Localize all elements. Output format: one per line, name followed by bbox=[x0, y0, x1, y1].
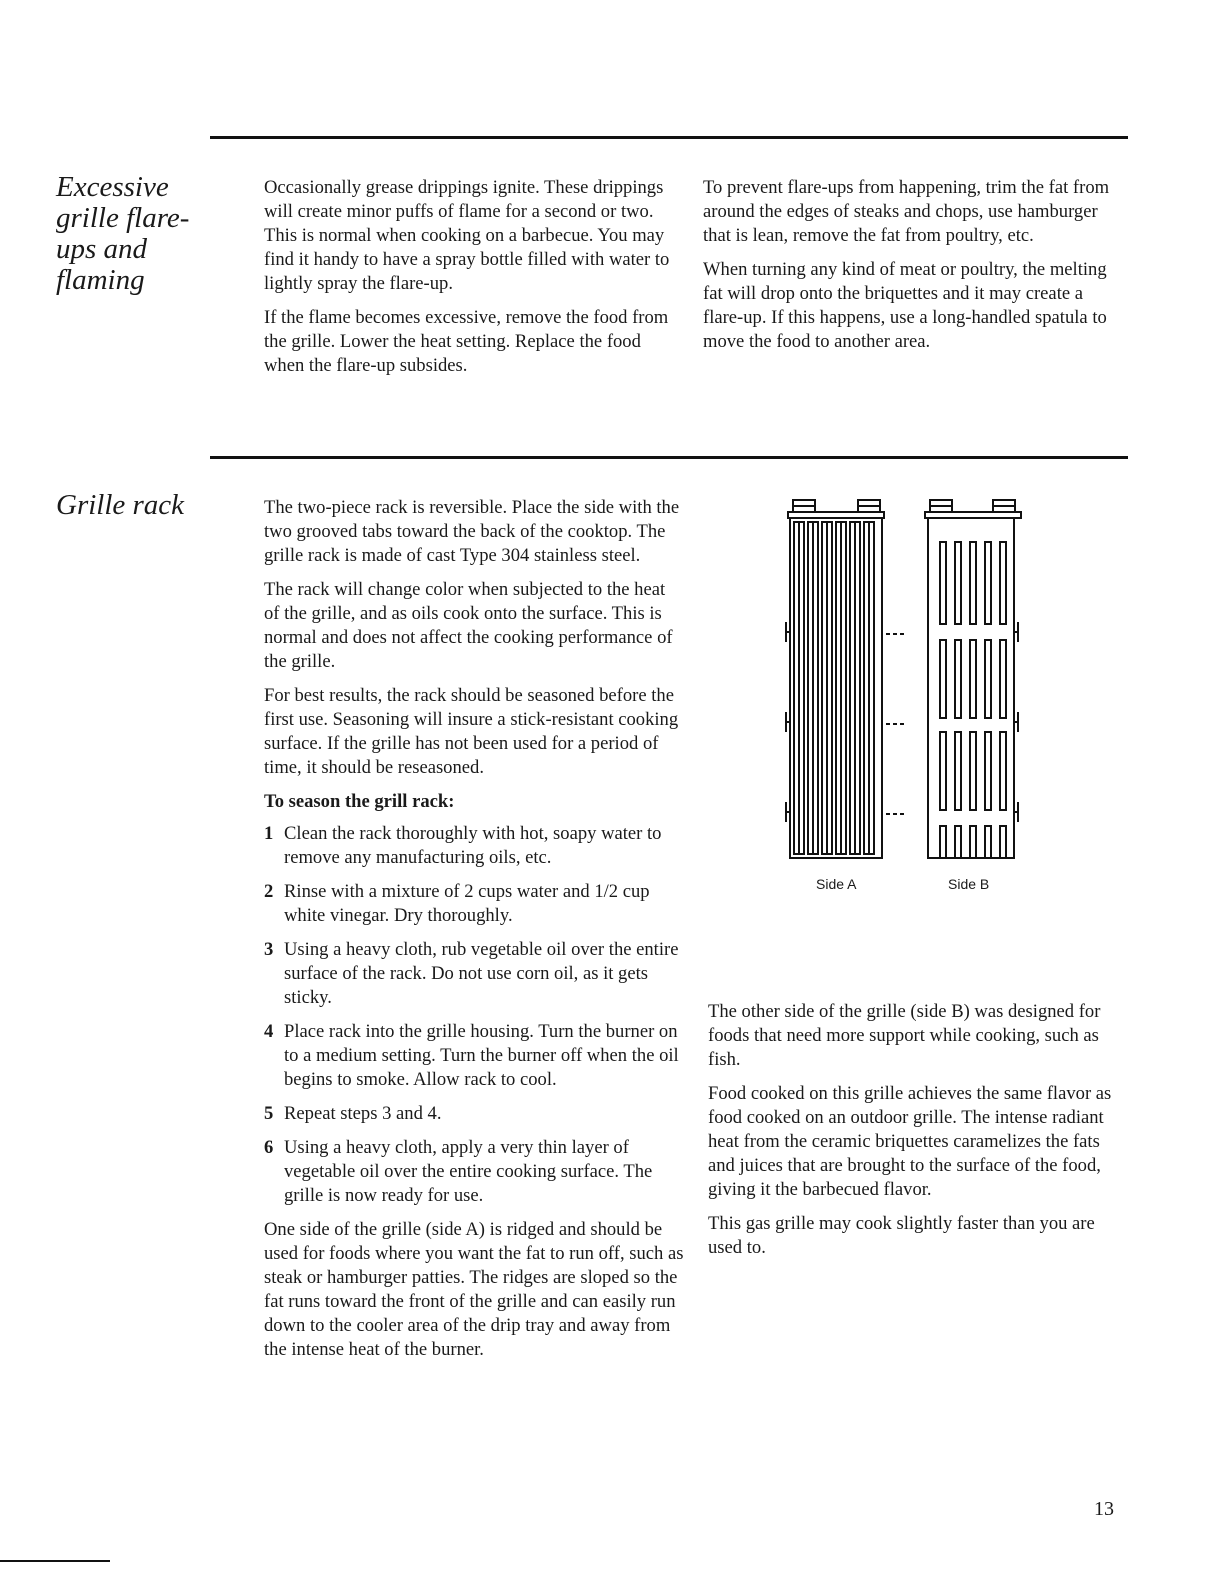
rack-column-2 bbox=[708, 1000, 1118, 1270]
step-text: Rinse with a mixture of 2 cups water and 1/2 cup white vinegar. Dry thoroughly. bbox=[284, 881, 650, 926]
paragraph: When turning any kind of meat or poultry, the melting fat will drop onto the briquettes and it may create a flare-up. If this happens, use a long-handled spatula to move the food to another area. bbox=[703, 259, 1107, 352]
page-number: 13 bbox=[1094, 1498, 1114, 1520]
seasoning-heading: To season the grill rack: bbox=[264, 791, 455, 812]
list-item bbox=[264, 1136, 684, 1208]
paragraph: To prevent flare-ups from happening, trim the fat from around the edges of steaks and chops, use hamburger that is lean, remove the fat from poultry, etc. bbox=[703, 177, 1110, 246]
step-number: 2 bbox=[264, 881, 274, 902]
side-b-label: Side B bbox=[948, 876, 990, 892]
paragraph: Food cooked on this grille achieves the same flavor as food cooked on an outdoor grille. The intense radiant heat from the ceramic briquettes caramelizes the fats and juices that are brought to the surface of the food, giving it the barbecued flavor. bbox=[708, 1083, 1112, 1200]
step-number: 6 bbox=[264, 1137, 274, 1158]
step-number: 5 bbox=[264, 1103, 274, 1124]
side-b-rack-drawing bbox=[925, 500, 1021, 858]
paragraph: The rack will change color when subjected to the heat of the grille, and as oils cook onto the surface. This is normal and does not affect the cooking performance of the grille. bbox=[264, 579, 673, 672]
step-number: 3 bbox=[264, 939, 274, 960]
paragraph: Occasionally grease drippings ignite. These drippings will create minor puffs of flame for a second or two. This is normal when cooking on a barbecue. You may find it handy to have a spray bottle filled with water to lightly spray the flare-up. bbox=[264, 177, 670, 294]
paragraph: If the flame becomes excessive, remove the food from the grille. Lower the heat setting. Replace the food when the flare-up subsides. bbox=[264, 307, 669, 376]
step-text: Using a heavy cloth, rub vegetable oil over the entire surface of the rack. Do not use corn oil, as it gets sticky. bbox=[284, 939, 679, 1008]
list-item bbox=[264, 1102, 684, 1126]
footer-rule bbox=[0, 1560, 110, 1562]
step-text: Place rack into the grille housing. Turn the burner on to a medium setting. Turn the burner off when the oil begins to smoke. Allow rack to cool. bbox=[284, 1021, 679, 1090]
section-title-grille-rack: Grille rack bbox=[56, 489, 185, 521]
grille-rack-figure bbox=[780, 492, 1030, 862]
list-item bbox=[264, 880, 684, 928]
section-divider-middle bbox=[210, 456, 1128, 459]
step-text: Repeat steps 3 and 4. bbox=[284, 1103, 442, 1124]
paragraph: The other side of the grille (side B) was designed for foods that need more support while cooking, such as fish. bbox=[708, 1001, 1101, 1070]
paragraph: This gas grille may cook slightly faster than you are used to. bbox=[708, 1213, 1095, 1258]
list-item bbox=[264, 1020, 684, 1092]
side-a-label: Side A bbox=[816, 876, 857, 892]
rack-column-1 bbox=[264, 496, 684, 1372]
step-number: 4 bbox=[264, 1021, 274, 1042]
side-a-rack-drawing bbox=[786, 500, 884, 858]
seasoning-steps bbox=[264, 822, 684, 1208]
step-text: Using a heavy cloth, apply a very thin layer of vegetable oil over the entire cooking surface. The grille is now ready for use. bbox=[284, 1137, 653, 1206]
paragraph: For best results, the rack should be seasoned before the first use. Seasoning will insure a stick-resistant cooking surface. If the grille has not been used for a period of time, it should be reseasoned. bbox=[264, 685, 679, 778]
section-title-flare-ups: Excessive grille flare-ups and flaming bbox=[56, 171, 190, 296]
step-text: Clean the rack thoroughly with hot, soapy water to remove any manufacturing oils, etc. bbox=[284, 823, 662, 868]
flare-column-1 bbox=[264, 176, 684, 388]
list-item bbox=[264, 938, 684, 1010]
paragraph-side-a: One side of the grille (side A) is ridged and should be used for foods where you want the fat to run off, such as steak or hamburger patties. The ridges are sloped so the fat runs toward the front of the grille and can easily run down to the cooler area of the drip tray and away from the intense heat of the burner. bbox=[264, 1219, 684, 1360]
section-divider-top bbox=[210, 136, 1128, 139]
step-number: 1 bbox=[264, 823, 274, 844]
paragraph: The two-piece rack is reversible. Place the side with the two grooved tabs toward the back of the cooktop. The grille rack is made of cast Type 304 stainless steel. bbox=[264, 497, 680, 566]
list-item bbox=[264, 822, 684, 870]
flare-column-2 bbox=[703, 176, 1121, 364]
